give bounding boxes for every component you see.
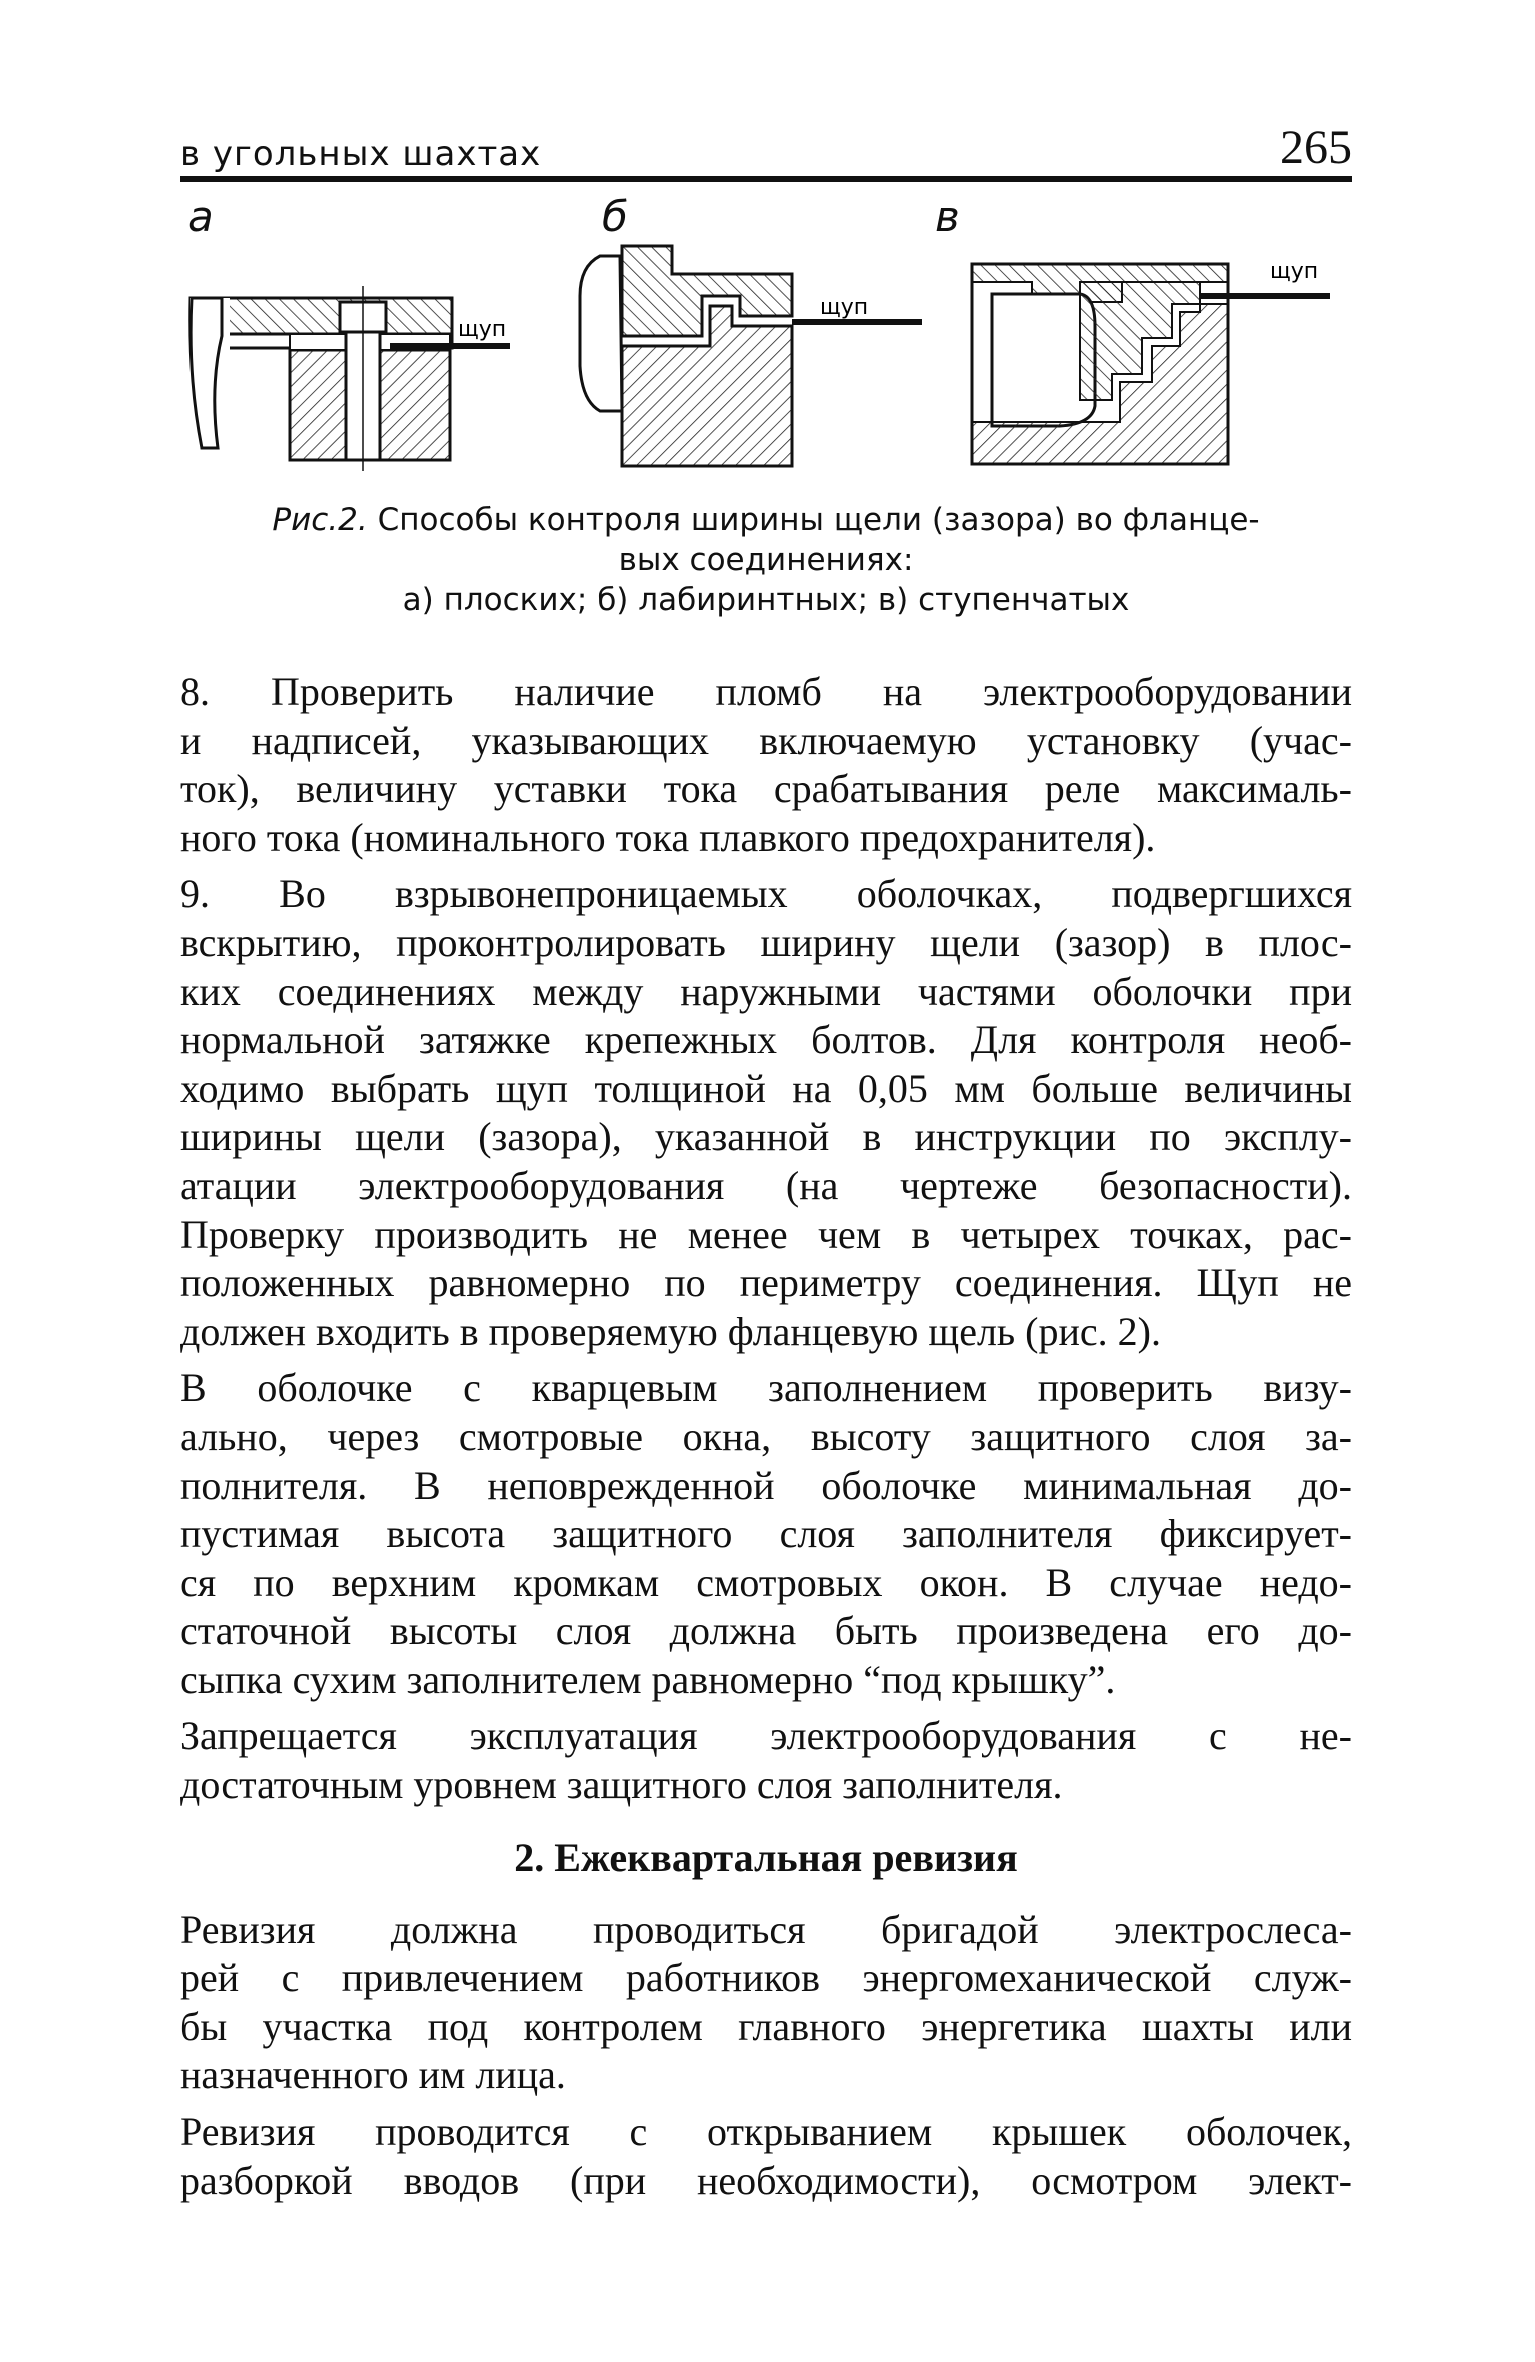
text-line: ного тока (номинального тока плавкого предохранителя). [180,814,1156,860]
text-line: Ревизия должна проводиться бригадой электрослеса- [180,1906,1352,1952]
text-line: достаточным уровнем защитного слоя заполнителя. [180,1762,1063,1808]
text-line: ходимо выбрать щуп толщиной на 0,05 мм больше величины [180,1065,1352,1111]
running-head [180,120,1352,176]
paragraph-9 [180,870,1352,1356]
text-line: атации электрооборудования (на чертеже безопасности). [180,1162,1352,1208]
panel-a-drawing [190,286,510,471]
text-line: ся по верхним кромкам смотровых окон. В случае недо- [180,1559,1352,1605]
text-line: назначенного им лица. [180,2052,566,2098]
text-line: Проверку производить не менее чем в четырех точках, рас- [180,1211,1352,1257]
text-line: нормальной затяжке крепежных болтов. Для контроля необ- [180,1017,1352,1063]
paragraph-revision-scope [180,2108,1352,2205]
panel-b-drawing [580,246,922,466]
text-line: 8. Проверить наличие пломб на электрооборудовании [180,669,1352,714]
text-line: и надписей, указывающих включаемую установку (учас- [180,717,1352,763]
figure-flange-joints [180,186,1352,486]
running-title: в угольных шахтах [180,134,542,174]
text-line: пустимая высота защитного слоя заполнителя фиксирует- [180,1511,1352,1557]
paragraph-prohibition [180,1712,1352,1809]
header-rule [180,176,1352,182]
figure-caption [180,500,1352,620]
probe-label-a: щуп [458,317,507,342]
caption-line-2: вых соединениях: [618,542,914,578]
panel-label-c: в [935,192,960,241]
text-line: ких соединениях между наружными частями оболочки при [180,968,1352,1014]
text-line: бы участка под контролем главного энергетика шахты или [180,2003,1352,2049]
caption-line-1: Способы контроля ширины щели (зазора) во фланце- [377,502,1260,538]
text-line: положенных равномерно по периметру соединения. Щуп не [180,1260,1352,1306]
text-line: статочной высоты слоя должна быть произведена его до- [180,1608,1352,1654]
text-line: рей с привлечением работников энергомеханической служ- [180,1955,1352,2001]
text-line: Запрещается эксплуатация электрооборудования с не- [180,1713,1352,1759]
panel-label-b: б [602,192,628,241]
paragraph-revision-team [180,1906,1352,2100]
probe-label-b: щуп [820,295,869,320]
text-line: сыпка сухим заполнителем равномерно “под крышку”. [180,1656,1116,1702]
text-line: ток), величину уставки тока срабатывания реле максималь- [180,766,1352,812]
paragraph-8 [180,668,1352,862]
paragraph-quartz-filler [180,1364,1352,1704]
panel-c-drawing [972,264,1330,464]
text-line: ширины щели (зазора), указанной в инструкции по эксплу- [180,1114,1352,1160]
text-line: В оболочке с кварцевым заполнением проверить визу- [180,1365,1352,1411]
page-number: 265 [1280,121,1352,174]
caption-line-3: а) плоских; б) лабиринтных; в) ступенчатых [402,582,1130,618]
caption-prefix: Рис.2. [272,502,368,538]
text-line: вскрытию, проконтролировать ширину щели (зазор) в плос- [180,919,1352,965]
text-line: полнителя. В неповрежденной оболочке минимальная до- [180,1462,1352,1508]
body-text [180,668,1352,2205]
text-line: разборкой вводов (при необходимости), осмотром элект- [180,2157,1352,2203]
text-line: Ревизия проводится с открыванием крышек оболочек, [180,2109,1352,2155]
text-line: должен входить в проверяемую фланцевую щель (рис. 2). [180,1308,1161,1354]
section-heading: 2. Ежеквартальная ревизия [514,1834,1018,1880]
text-line: ально, через смотровые окна, высоту защитного слоя за- [180,1413,1352,1459]
probe-label-c: щуп [1270,259,1319,284]
text-line: 9. Во взрывонепроницаемых оболочках, подвергшихся [180,871,1352,917]
figure-drawing [180,186,1352,486]
panel-label-a: а [188,192,214,241]
